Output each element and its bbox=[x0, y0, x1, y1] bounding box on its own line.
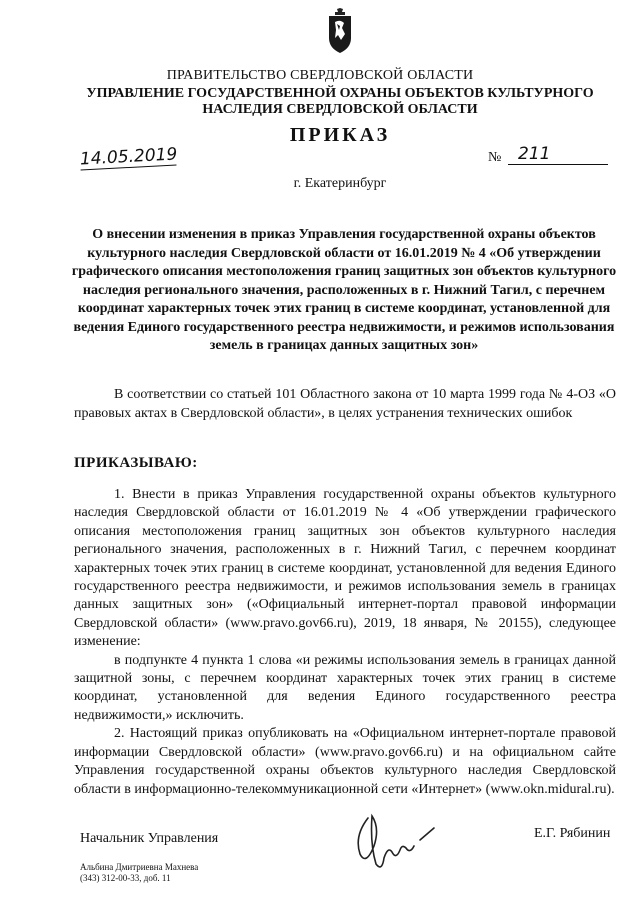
signatory-name: Е.Г. Рябинин bbox=[534, 826, 611, 841]
preamble-paragraph: В соответствии со статьей 101 Областного закона от 10 марта 1999 года № 4-ОЗ «О правовых актах в Свердловской области», в целях устранения технических ошибок bbox=[74, 387, 616, 421]
executor-phone: (343) 312-00-33, доб. 11 bbox=[80, 873, 171, 883]
department-name: УПРАВЛЕНИЕ ГОСУДАРСТВЕННОЙ ОХРАНЫ ОБЪЕКТОВ КУЛЬТУРНОГО НАСЛЕДИЯ СВЕРДЛОВСКОЙ ОБЛАСТИ bbox=[86, 86, 594, 117]
handwritten-signature-icon bbox=[340, 806, 440, 876]
order-subject: О внесении изменения в приказ Управления государственной охраны объектов культурного наследия Свердловской области от 16.01.2019 № 4 «Об утверждении графического описания местоположения границ защитных зон объектов культурного наследия регионального значения, расположенных в г. Нижний Тагил, с перечнем координат характерных точек этих границ в системе координат, установленной для ведения Единого государственного реестра недвижимости, и режимов использования земель в границах данных защитных зон» bbox=[71, 227, 617, 353]
decree-heading: ПРИКАЗЫВАЮ: bbox=[74, 455, 198, 471]
city-line: г. Екатеринбург bbox=[293, 176, 387, 191]
paragraph-amendment: в подпункте 4 пункта 1 слова «и режимы использования земель в границах данной защитной зоны, с перечнем координат характерных точек этих границ в системе координат, установленной для ведения Единого государственного реестра недвижимости,» исключить. bbox=[74, 652, 616, 723]
order-date: 14.05.2019 bbox=[79, 144, 178, 170]
paragraph-item-2: 2. Настоящий приказ опубликовать на «Официальном интернет-портале правовой информации Свердловской области» (www.pravo.gov66.ru) и на официальном сайте Управления государственной охраны объектов культурного наследия Свердловской области в информационно-телекоммуникационной сети «Интернет» (www.okn.midural.ru). bbox=[74, 726, 616, 797]
government-name: ПРАВИТЕЛЬСТВО СВЕРДЛОВСКОЙ ОБЛАСТИ bbox=[166, 68, 474, 83]
paragraph-item-1: 1. Внести в приказ Управления государственной охраны объектов культурного наследия Свердловской области от 16.01.2019 № 4 «Об утверждении графического описания местоположения границ защитных зон объектов культурного наследия регионального значения, расположенных в г. Нижний Тагил, с перечнем координат характерных точек этих границ в системе координат, установленной для ведения Единого государственного реестра недвижимости, и режимов использования земель в границах данных защитных зон» («Официальный интернет-портал правовой информации Свердловской области» (www.pravo.gov66.ru), 2019, 18 января, № 20155), следующее изменение: bbox=[74, 487, 616, 650]
order-number: 211 bbox=[508, 144, 608, 165]
executor-name: Альбина Дмитриевна Махнева bbox=[80, 862, 199, 872]
order-number-label: № bbox=[488, 150, 502, 165]
document-type-title: ПРИКАЗ bbox=[289, 124, 391, 146]
coat-of-arms-icon bbox=[327, 8, 353, 54]
signatory-title: Начальник Управления bbox=[80, 831, 219, 846]
order-body bbox=[74, 486, 616, 799]
